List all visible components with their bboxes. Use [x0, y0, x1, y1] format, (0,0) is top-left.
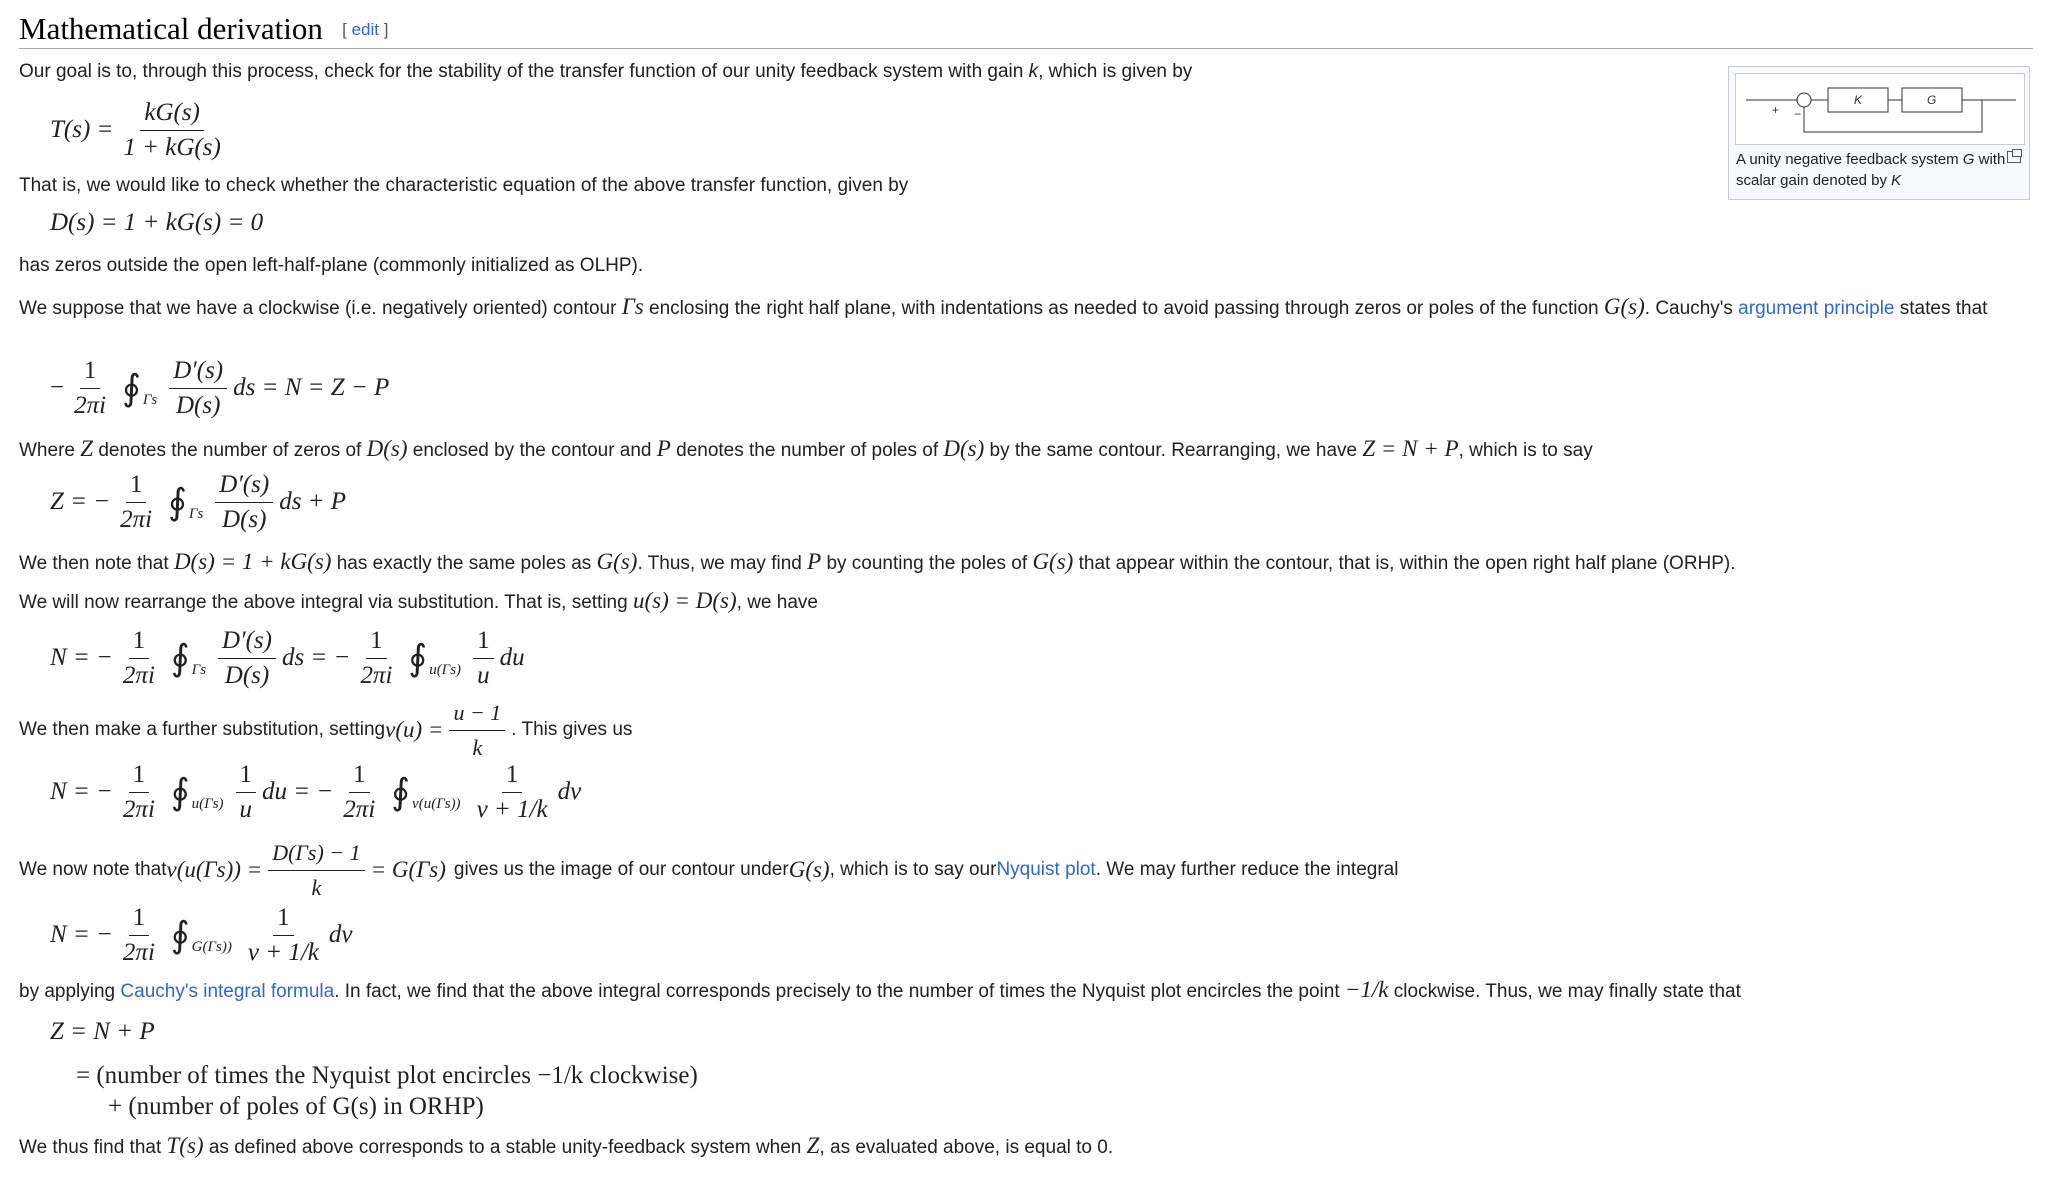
- eq3-rhs: ds = N = Z − P: [233, 374, 390, 401]
- text: We then note that: [19, 553, 174, 574]
- cauchy-integral-formula-link[interactable]: Cauchy's integral formula: [120, 981, 335, 1002]
- numerator: 1: [366, 627, 387, 659]
- denominator: k: [311, 874, 322, 900]
- minus-sign: −: [1794, 107, 1802, 121]
- edit-bracket-open: [: [342, 20, 352, 39]
- caption-text: A unity negative feedback system: [1736, 151, 1963, 168]
- math-gs: G(s): [596, 549, 638, 574]
- math-gs: G(s): [788, 857, 830, 882]
- eq5-rhs: du: [499, 644, 525, 671]
- text: . We may further reduce the integral: [1095, 859, 1399, 880]
- equation-z-final-line3: [108, 1087, 484, 1127]
- numerator: 1: [502, 761, 523, 793]
- math-g-gamma: = G(Γs): [370, 857, 446, 882]
- denominator: u: [477, 661, 490, 689]
- math-p: P: [656, 436, 671, 461]
- eq8-line1: Z = N + P: [50, 1018, 155, 1045]
- text: . In fact, we find that the above integral corresponds precisely to the number of times the Nyquist plot encircles the point: [334, 981, 1345, 1002]
- numerator: 1: [236, 761, 257, 793]
- denominator: u: [239, 795, 253, 823]
- text: We thus find that: [19, 1137, 167, 1158]
- denominator: k: [472, 734, 483, 760]
- equation-transfer-function: [50, 100, 231, 160]
- eq4-rhs: ds + P: [279, 488, 347, 515]
- eq5-lhs: N = −: [50, 644, 113, 671]
- eq4-lhs: Z = −: [50, 488, 111, 515]
- fraction: [70, 357, 110, 420]
- math-z: Z: [806, 1133, 820, 1158]
- plus-sign: +: [1772, 103, 1780, 117]
- math-vu: v(u) =: [385, 717, 444, 742]
- numerator: D(Γs) − 1: [268, 839, 364, 871]
- text: as defined above corresponds to a stable unity-feedback system when: [203, 1137, 807, 1158]
- math-k: k: [1028, 61, 1039, 82]
- math-ds: D(s): [366, 436, 408, 461]
- integral-subscript: u(Γs): [191, 795, 224, 812]
- caption-g: G: [1962, 151, 1975, 168]
- paragraph-substitution: [19, 589, 818, 615]
- numerator: 1: [273, 904, 294, 936]
- numerator: D′(s): [215, 471, 273, 503]
- denominator: 2πi: [122, 938, 155, 966]
- k-block-label: K: [1854, 93, 1863, 107]
- fraction: [473, 761, 552, 824]
- eq3-neg: −: [50, 374, 65, 401]
- contour-integral-symbol: ∮: [170, 638, 190, 678]
- denominator: D(s): [222, 505, 267, 533]
- eq6-lhs: N = −: [50, 778, 113, 805]
- enlarge-icon[interactable]: [2007, 151, 2021, 163]
- text: denotes the number of zeros of: [93, 440, 367, 461]
- math-vu-gamma: v(u(Γs)) =: [166, 857, 263, 882]
- equation-z-final-line1: [50, 1012, 155, 1052]
- equation-argument-principle: [50, 358, 389, 418]
- integral-subscript: Γs: [188, 505, 204, 522]
- denominator: 2πi: [122, 661, 155, 689]
- fraction: [449, 699, 505, 762]
- math-gs: G(s): [1032, 549, 1074, 574]
- denominator: 2πi: [74, 391, 107, 419]
- math-ds: D(s): [943, 436, 985, 461]
- contour-integral-symbol: ∮: [168, 482, 187, 522]
- paragraph-contour: [19, 292, 2009, 323]
- math-p: P: [807, 549, 822, 574]
- integral-subscript: u(Γs): [429, 661, 462, 678]
- text: Where: [19, 440, 81, 461]
- fraction: [236, 761, 257, 824]
- numerator: D′(s): [218, 627, 276, 659]
- text: That is, we would like to check whether the characteristic equation of the above transfer function, given by: [19, 175, 909, 196]
- edit-section: [342, 20, 388, 39]
- denominator: 2πi: [360, 661, 393, 689]
- caption-text: with scalar gain denoted by: [1736, 151, 2006, 189]
- eq2: D(s) = 1 + kG(s) = 0: [50, 209, 264, 236]
- nyquist-plot-link[interactable]: Nyquist plot: [996, 859, 1096, 880]
- figure-thumbnail: [1728, 66, 2030, 200]
- contour-integral-symbol: ∮: [391, 772, 411, 812]
- denominator: 1 + kG(s): [123, 133, 221, 161]
- denominator: 2πi: [120, 505, 153, 533]
- text: enclosed by the contour and: [407, 440, 657, 461]
- argument-principle-link[interactable]: argument principle: [1738, 298, 1895, 319]
- fraction: [218, 627, 276, 690]
- g-block-label: G: [1927, 93, 1937, 107]
- section-heading: [19, 10, 2033, 49]
- edit-link[interactable]: edit: [351, 20, 380, 39]
- text: , which is to say our: [829, 859, 997, 880]
- numerator: kG(s): [140, 99, 204, 131]
- eq7-lhs: N = −: [50, 921, 113, 948]
- fraction: [119, 99, 224, 162]
- paragraph-cauchy-formula: [19, 978, 1741, 1004]
- text: . Cauchy's: [1644, 298, 1739, 319]
- text: by applying: [19, 981, 121, 1002]
- numerator: 1: [126, 471, 147, 503]
- fraction: [268, 839, 364, 902]
- denominator: D(s): [224, 661, 270, 689]
- math-z: Z: [80, 436, 94, 461]
- equation-n-substituted: [50, 628, 525, 688]
- math-gs: G(s): [1603, 294, 1645, 319]
- text: , which is given by: [1038, 61, 1193, 82]
- eq7-rhs: dv: [328, 921, 353, 948]
- numerator: D′(s): [169, 357, 227, 389]
- numerator: 1: [129, 627, 150, 659]
- text: denotes the number of poles of: [670, 440, 944, 461]
- fraction: [119, 904, 159, 967]
- edit-bracket-close: ]: [379, 20, 389, 39]
- text: , we have: [736, 592, 818, 613]
- math-point: −1/k: [1344, 977, 1389, 1002]
- contour-integral-symbol: ∮: [170, 772, 190, 812]
- fraction: [339, 761, 379, 824]
- contour-integral-symbol: ∮: [170, 915, 190, 955]
- text: clockwise. Thus, we may finally state that: [1388, 981, 1741, 1002]
- numerator: 1: [349, 761, 370, 793]
- math-us-eq: u(s) = D(s): [632, 588, 737, 613]
- summing-junction: [1797, 93, 1811, 107]
- integral-subscript: Γs: [142, 391, 158, 408]
- text: gives us the image of our contour under: [453, 859, 789, 880]
- integral-subscript: G(Γs)): [191, 938, 232, 955]
- numerator: u − 1: [449, 699, 505, 731]
- text: , as evaluated above, is equal to 0.: [819, 1137, 1114, 1158]
- text: has zeros outside the open left-half-plane (commonly initialized as OLHP).: [19, 255, 644, 276]
- fraction: [119, 627, 159, 690]
- eq6-mid: du = −: [262, 778, 334, 805]
- fraction: [119, 761, 159, 824]
- text: enclosing the right half plane, with indentations as needed to avoid passing through zeros or poles of the function: [643, 298, 1604, 319]
- eq1-lhs: T(s) =: [50, 116, 114, 143]
- contour-integral-symbol: ∮: [408, 638, 428, 678]
- section-title: Mathematical derivation: [19, 11, 323, 46]
- text: We then make a further substitution, setting: [19, 719, 386, 740]
- fraction: [215, 471, 273, 534]
- text: Our goal is to, through this process, check for the stability of the transfer function of our unity feedback system with gain: [19, 61, 1029, 82]
- math-ds-eq: D(s) = 1 + kG(s): [173, 549, 332, 574]
- caption-k: K: [1891, 172, 1902, 189]
- paragraph-zeros-poles: [19, 437, 1593, 463]
- integral-subscript: Γs: [191, 661, 207, 678]
- paragraph-conclusion: [19, 1134, 1113, 1160]
- numerator: 1: [129, 761, 150, 793]
- equation-n-further: [50, 762, 581, 822]
- fraction: [116, 471, 156, 534]
- integral-subscript: v(u(Γs)): [412, 795, 461, 812]
- text: states that: [1894, 298, 1988, 319]
- numerator: 1: [80, 357, 101, 389]
- math-ts: T(s): [166, 1133, 204, 1158]
- text: by the same contour. Rearranging, we have: [984, 440, 1363, 461]
- paragraph-nyquist-image: [19, 840, 1398, 900]
- denominator: 2πi: [343, 795, 376, 823]
- text: . Thus, we may find: [637, 553, 808, 574]
- denominator: 2πi: [122, 795, 155, 823]
- paragraph-further-substitution: [19, 700, 632, 760]
- numerator: 1: [129, 904, 150, 936]
- fraction: [356, 627, 396, 690]
- eq8-line3: + (number of poles of G(s) in ORHP): [108, 1093, 484, 1120]
- denominator: v + 1/k: [247, 938, 319, 966]
- denominator: D(s): [175, 391, 221, 419]
- fraction: [169, 357, 227, 420]
- contour-integral-symbol: ∮: [122, 368, 141, 408]
- text: We now note that: [19, 859, 167, 880]
- eq5-mid: ds = −: [281, 644, 351, 671]
- paragraph-intro: [19, 60, 1192, 84]
- fraction: [244, 904, 323, 967]
- text: , which is to say: [1458, 440, 1593, 461]
- math-z-eq: Z = N + P: [1362, 436, 1459, 461]
- equation-z: [50, 472, 346, 532]
- text: by counting the poles of: [821, 553, 1033, 574]
- equation-characteristic: [50, 195, 263, 251]
- numerator: 1: [473, 627, 494, 659]
- text: . This gives us: [511, 719, 633, 740]
- equation-n-reduced: [50, 905, 353, 965]
- text: that appear within the contour, that is, within the open right half plane (ORHP).: [1073, 553, 1736, 574]
- paragraph-olhp: [19, 254, 643, 278]
- text: has exactly the same poles as: [331, 553, 597, 574]
- figure-caption: [1736, 149, 2006, 191]
- text: We will now rearrange the above integral via substitution. That is, setting: [19, 592, 633, 613]
- math-gamma: Γs: [621, 294, 644, 319]
- block-diagram-svg: [1736, 74, 2024, 144]
- fraction: [473, 627, 494, 690]
- text: We suppose that we have a clockwise (i.e. negatively oriented) contour: [19, 298, 622, 319]
- denominator: v + 1/k: [476, 795, 548, 823]
- feedback-diagram[interactable]: [1735, 73, 2025, 145]
- eq6-rhs: dv: [557, 778, 582, 805]
- eq8-line2: = (number of times the Nyquist plot encircles −1/k clockwise): [76, 1062, 698, 1089]
- paragraph-same-poles: [19, 550, 1736, 576]
